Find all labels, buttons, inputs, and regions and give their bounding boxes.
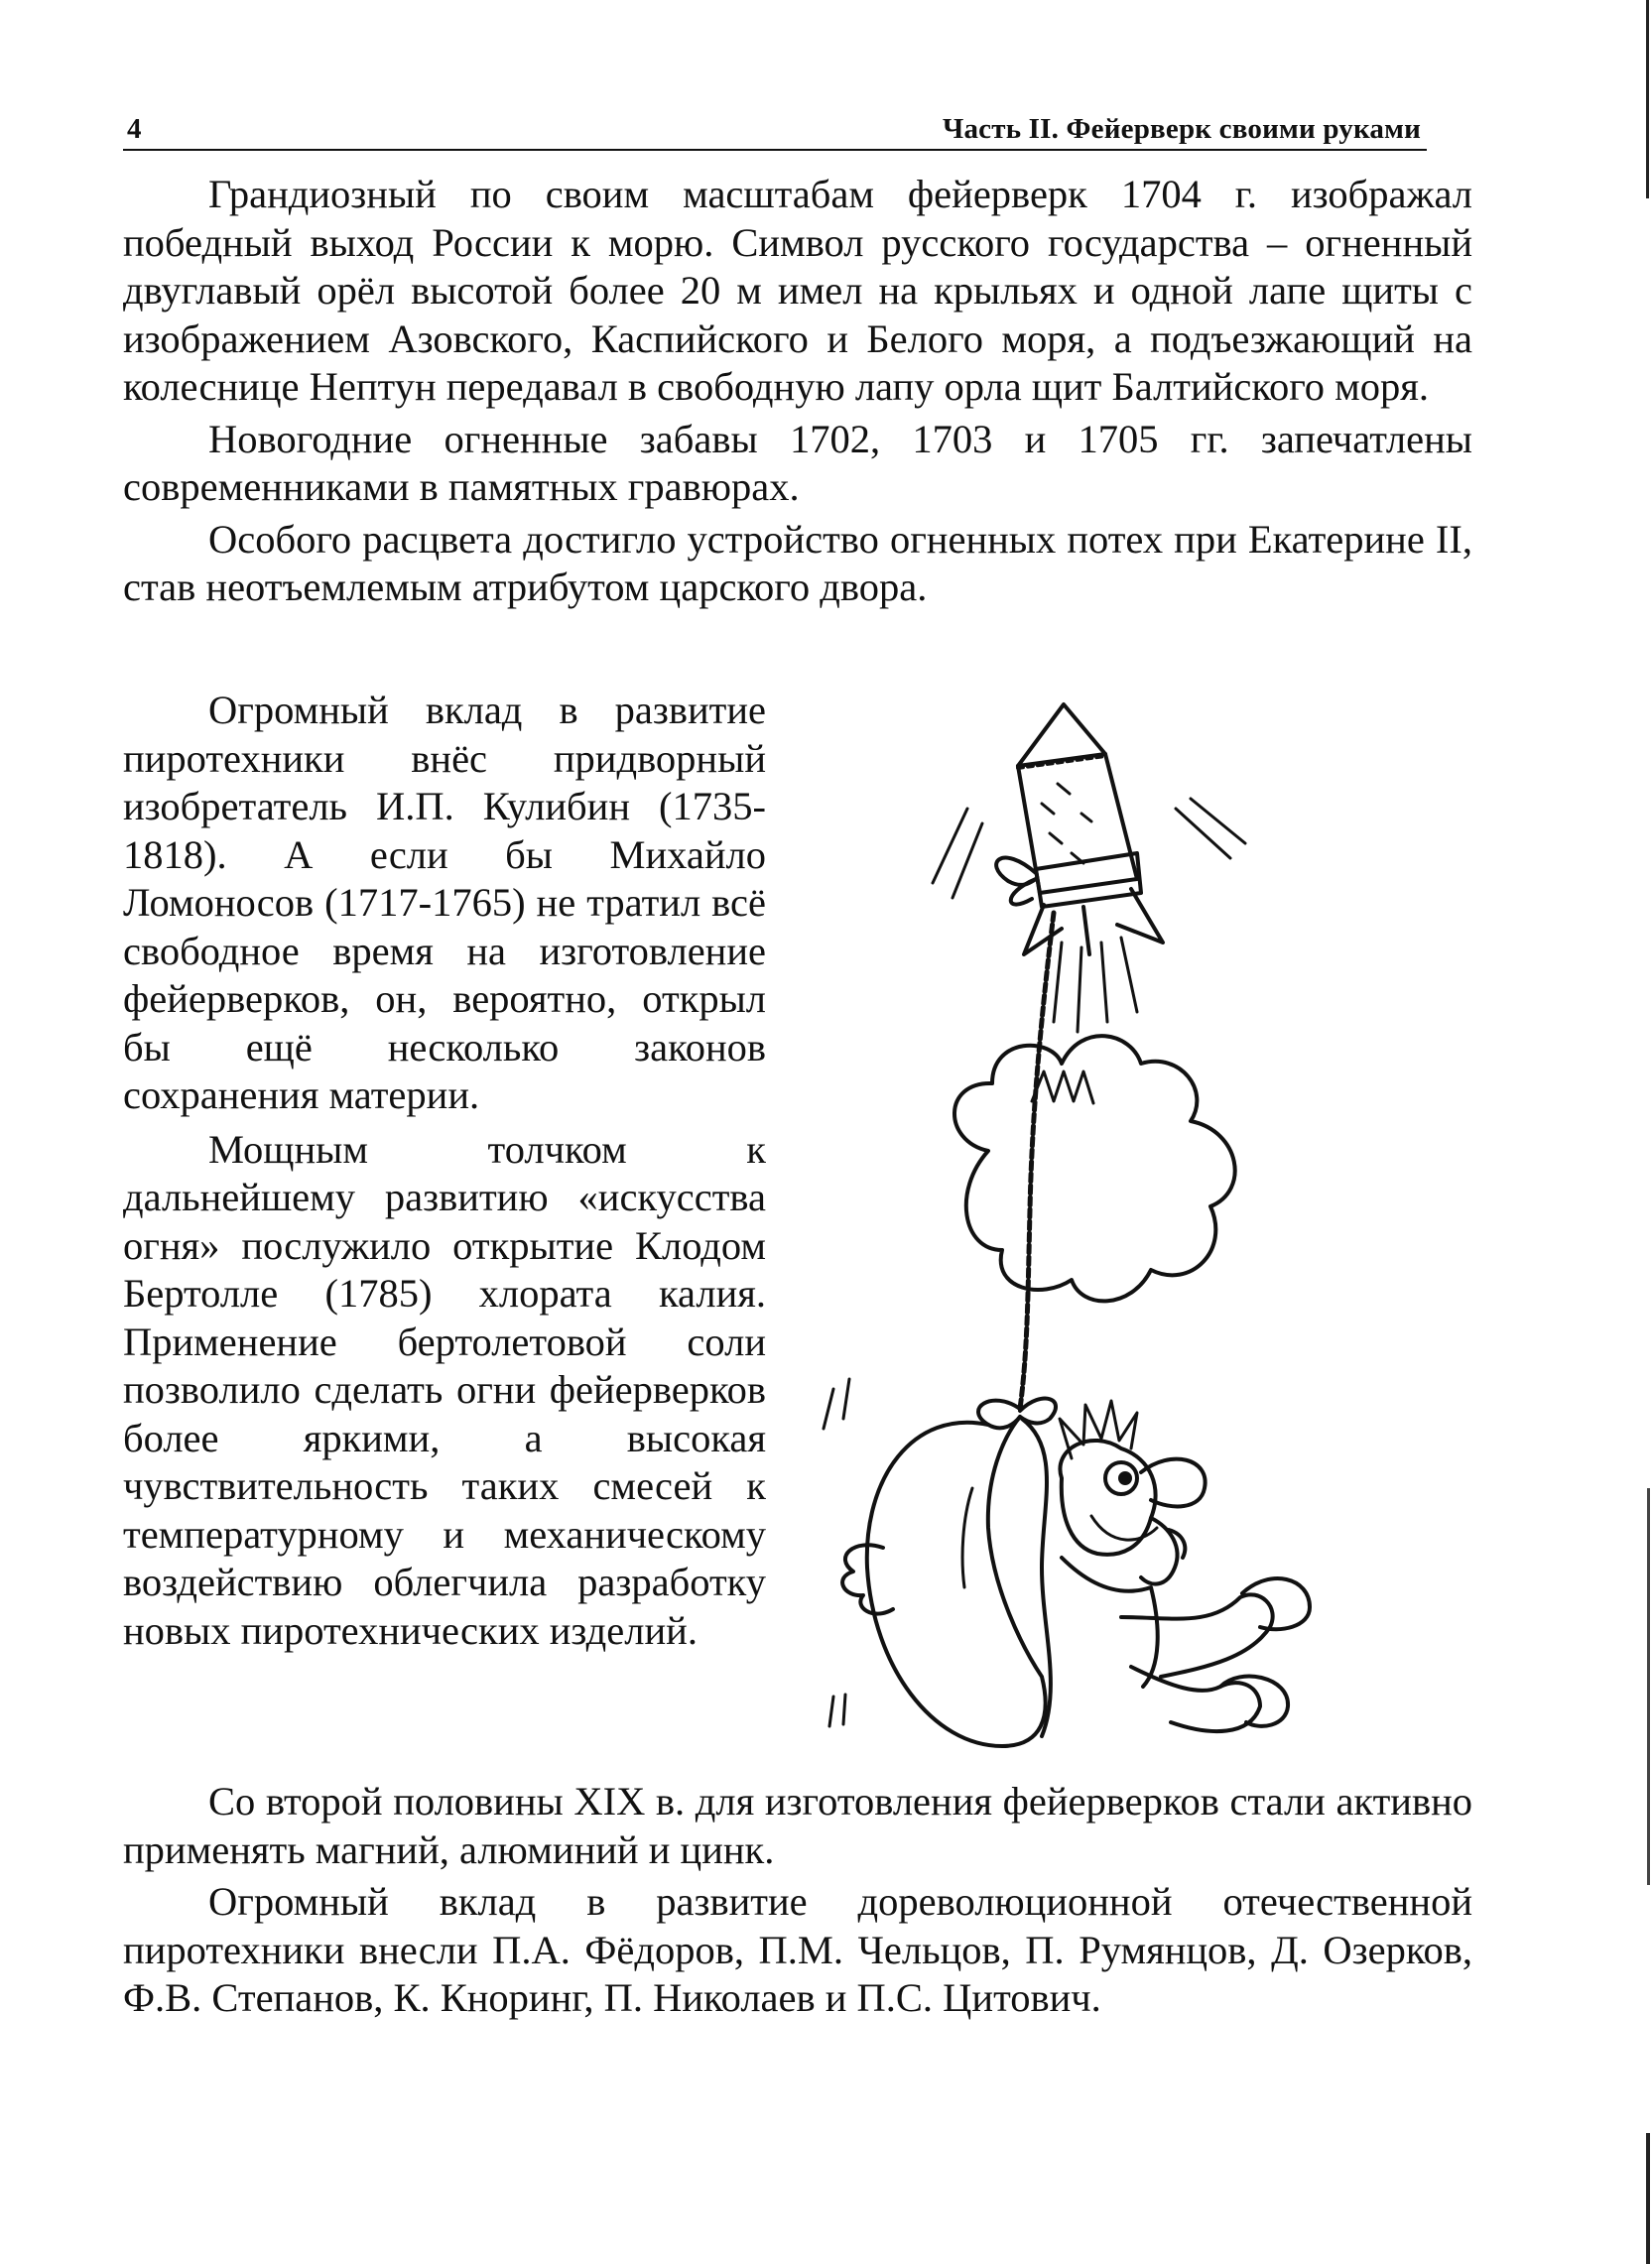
- page-number: 4: [127, 113, 142, 145]
- paragraph: Огромный вклад в развитие дореволюционной отечественной пиротехники внесли П.А. Фёдоров, П.М. Чельцов, П. Румянцов, Д. Озерков, Ф.В. Степанов, К. Кноринг, П. Николаев и П.С. Цитович.: [123, 1879, 1472, 2020]
- bomb-body-icon: [867, 1417, 1046, 1746]
- paragraph: Огромный вклад в развитие пиротехники внёс придворный изобретатель И.П. Кулибин (1735-1818). А если бы Михайло Ломоносов (1717-1765) не тратил всё свободное время на изготовление фейерверков, он, вероятно, открыл бы ещё несколько законов сохранения материи.: [123, 688, 766, 1117]
- bottom-text-block: [123, 1778, 1472, 2027]
- top-text-block: [123, 171, 1472, 616]
- paragraph: Новогодние огненные забавы 1702, 1703 и 1705 гг. запечатлены современниками в памятных гравюрах.: [123, 416, 1472, 509]
- scan-edge-artifact: [1640, 0, 1652, 2264]
- rope-icon: [1020, 913, 1054, 1409]
- page-header: [123, 113, 1427, 151]
- text-column-beside-illustration: [123, 687, 766, 1661]
- paragraph: Особого расцвета достигло устройство огненных потех при Екатерине II, став неотъемлемым атрибутом царского двора.: [123, 516, 1472, 609]
- rocket-cartoon-illustration: [794, 694, 1399, 1786]
- paragraph: Грандиозный по своим масштабам фейерверк 1704 г. изображал победный выход России к морю. Символ русского государства – огненный двуглавый орёл высотой более 20 м имел на крыльях и одной лапе щиты с изображением Азовского, Каспийского и Белого моря, а подъезжающий на колеснице Нептун передавал в свободную лапу орла щит Балтийского моря.: [123, 172, 1472, 409]
- paragraph: Со второй половины XIX в. для изготовления фейерверков стали активно применять магний, алюминий и цинк.: [123, 1779, 1472, 1872]
- running-title: Часть II. Фейерверк своими руками: [943, 113, 1421, 145]
- paragraph: Мощным толчком к дальнейшему развитию «искусства огня» послужило открытие Клодом Бертолле (1785) хлората калия. Применение бертолетовой соли позволило сделать огни фейерверков более яркими, а высокая чувствительность таких смесей к температурному и механическому воздействию облегчила разработку новых пиротехнических изделий.: [123, 1126, 766, 1653]
- smoke-cloud-icon: [954, 1036, 1235, 1301]
